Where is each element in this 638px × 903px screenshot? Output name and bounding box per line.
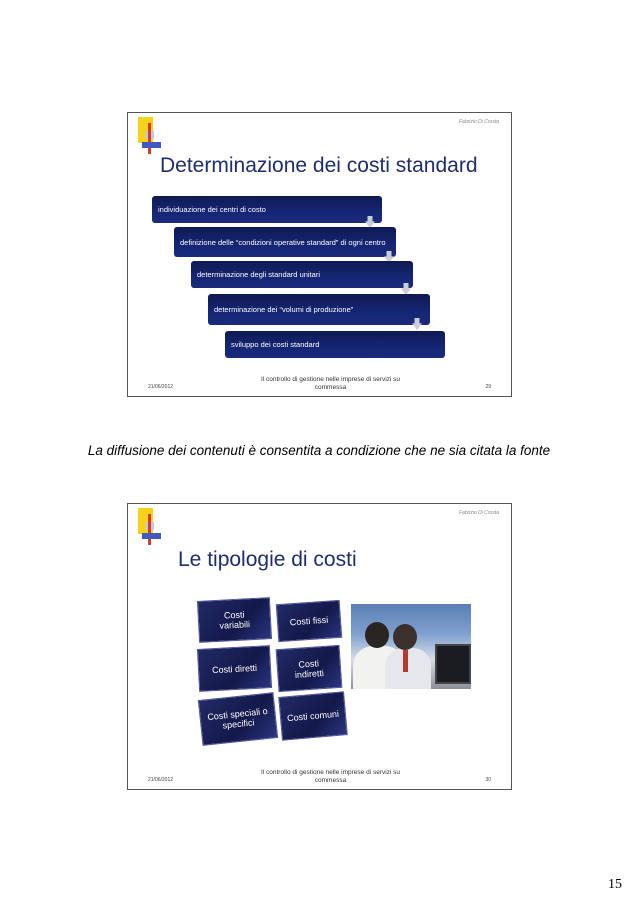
business-people-photo (351, 604, 471, 689)
cost-tile-variable: Costi variabili (197, 597, 272, 643)
cost-tile-common: Costi comuni (278, 691, 348, 741)
decor-red-bar (148, 514, 151, 545)
page-number: 15 (608, 877, 622, 892)
process-step-5: sviluppo dei costi standard (225, 331, 445, 358)
cost-tile-special: Costi speciali o specifici (198, 692, 278, 746)
slide-footer-text: Il controllo di gestione nelle imprese di servizi su commessa (260, 376, 401, 391)
slide-title: Le tipologie di costi (178, 548, 357, 571)
process-step-1: individuazione dei centri di costo (152, 196, 382, 223)
slide-page-number: 30 (485, 777, 491, 783)
slide-date: 21/06/2012 (148, 384, 174, 390)
decor-red-bar (148, 123, 151, 154)
process-step-3: determinazione degli standard unitari (191, 261, 413, 288)
slide-30 (127, 503, 512, 790)
slide-author: Fabrizio Di Crosta (458, 510, 499, 516)
cost-tile-fixed: Costi fissi (276, 600, 342, 642)
slide-title: Determinazione dei costi standard (160, 154, 478, 177)
process-step-2: definizione delle “condizioni operative standard” di ogni centro (174, 227, 396, 257)
slide-author: Fabrizio Di Crosta (458, 119, 499, 125)
cost-tile-direct: Costi diretti (197, 645, 272, 692)
slide-date: 21/06/2012 (148, 777, 174, 783)
slide-29 (127, 112, 512, 397)
cost-tile-indirect: Costi indiretti (276, 645, 343, 692)
process-step-4: determinazione dei “volumi di produzione” (208, 294, 430, 325)
decor-blue-bar (142, 533, 161, 539)
decor-blue-bar (142, 142, 161, 148)
distribution-notice: La diffusione dei contenuti è consentita a condizione che ne sia citata la fonte (87, 443, 551, 458)
slide-footer-text: Il controllo di gestione nelle imprese di servizi su commessa (260, 769, 401, 784)
slide-page-number: 29 (485, 384, 491, 390)
